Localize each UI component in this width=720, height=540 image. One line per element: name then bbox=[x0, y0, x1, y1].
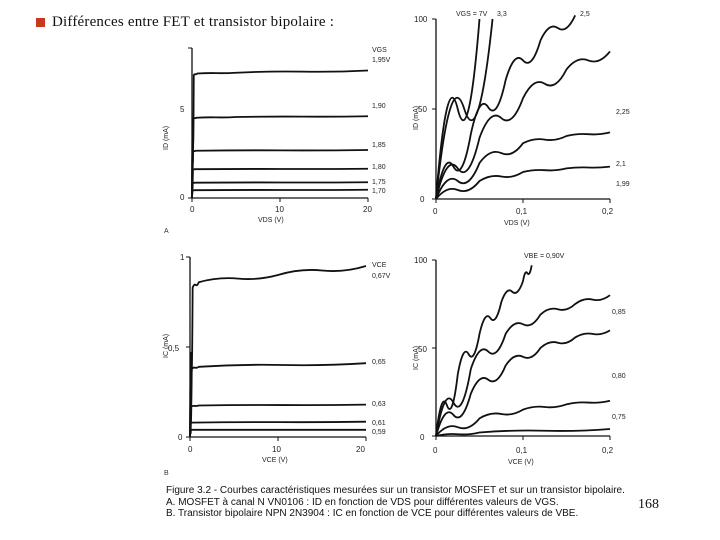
chart-b-left-xlabel: VCE (V) bbox=[262, 457, 288, 464]
chart-b-left bbox=[150, 250, 400, 468]
caption-line-3: B. Transistor bipolaire NPN 2N3904 : IC en fonction de VCE pour différentes valeurs de VBE. bbox=[166, 508, 579, 519]
y-tick-label: 5 bbox=[180, 105, 185, 114]
series-curve bbox=[190, 430, 366, 437]
chart-axes bbox=[192, 48, 368, 198]
caption-line-2: A. MOSFET à canal N VN0106 : ID en fonction de VDS pour différentes valeurs de VGS. bbox=[166, 496, 559, 508]
x-tick-label: 20 bbox=[356, 445, 365, 454]
x-tick-label: 20 bbox=[363, 205, 372, 214]
y-tick-label: 100 bbox=[414, 256, 428, 265]
y-tick-label: 0 bbox=[178, 433, 183, 442]
series-label: VGS = 7V bbox=[456, 11, 488, 18]
series-curve bbox=[436, 51, 610, 199]
x-tick-label: 0,2 bbox=[602, 446, 614, 455]
series-label: 0,59 bbox=[372, 429, 386, 436]
series-label: VCE bbox=[372, 262, 387, 269]
series-label: 1,99 bbox=[616, 181, 630, 188]
series-label: 0,85 bbox=[612, 309, 626, 316]
series-label: 0,63 bbox=[372, 401, 386, 408]
series-label: 0,80 bbox=[612, 373, 626, 380]
series-label: 3,3 bbox=[497, 11, 507, 18]
x-tick-label: 0 bbox=[433, 207, 438, 216]
x-tick-label: 10 bbox=[272, 445, 281, 454]
series-curve bbox=[192, 190, 368, 198]
figure-caption bbox=[166, 485, 625, 520]
series-curve bbox=[436, 429, 610, 436]
series-curve bbox=[436, 265, 532, 436]
series-label: 0,67V bbox=[372, 273, 391, 280]
page-number: 168 bbox=[638, 497, 659, 512]
slide-title: Différences entre FET et transistor bipolaire : bbox=[52, 14, 335, 30]
x-tick-label: 0 bbox=[190, 205, 195, 214]
series-label: 1,80 bbox=[372, 164, 386, 171]
series-label: 2,25 bbox=[616, 109, 630, 116]
chart-a-right-ylabel: ID (mA) bbox=[413, 105, 420, 130]
series-label: 1,95V bbox=[372, 57, 391, 64]
chart-b-left-ylabel: IC (mA) bbox=[163, 333, 170, 358]
y-tick-label: 0,5 bbox=[168, 344, 180, 353]
series-curve bbox=[190, 405, 366, 437]
chart-b-right-xlabel: VCE (V) bbox=[508, 459, 534, 466]
x-tick-label: 10 bbox=[275, 205, 284, 214]
chart-a-left-xlabel: VDS (V) bbox=[258, 217, 284, 224]
series-label: 2,1 bbox=[616, 161, 626, 168]
chart-axes bbox=[190, 257, 366, 437]
chart-a-left-series-labels bbox=[372, 47, 391, 195]
chart-a-left-ticks bbox=[180, 105, 372, 224]
x-tick-label: 0 bbox=[188, 445, 193, 454]
chart-a-right bbox=[400, 6, 640, 228]
series-label: VGS bbox=[372, 47, 387, 54]
y-tick-label: 0 bbox=[180, 193, 185, 202]
series-label: 2,5 bbox=[580, 11, 590, 18]
series-label: 1,70 bbox=[372, 188, 386, 195]
y-tick-label: 0 bbox=[420, 433, 425, 442]
caption-line-1: Figure 3.2 - Courbes caractéristiques mesurées sur un transistor MOSFET et sur un transistor bipolaire. bbox=[166, 485, 625, 496]
panel-a-letter: A bbox=[164, 228, 169, 235]
series-curve bbox=[192, 116, 368, 198]
series-curve bbox=[436, 330, 610, 436]
chart-a-left bbox=[150, 38, 400, 228]
x-tick-label: 0,2 bbox=[602, 207, 614, 216]
series-label: 0,75 bbox=[612, 414, 626, 421]
chart-a-left-ylabel: ID (mA) bbox=[163, 125, 170, 150]
panel-b-letter: B bbox=[164, 470, 169, 477]
y-tick-label: 50 bbox=[418, 105, 427, 114]
chart-b-left-series-labels bbox=[372, 262, 391, 436]
y-tick-label: 100 bbox=[414, 15, 428, 24]
series-label: 1,90 bbox=[372, 103, 386, 110]
series-label: 1,85 bbox=[372, 142, 386, 149]
chart-a-right-xlabel: VDS (V) bbox=[504, 220, 530, 227]
slide-title-row bbox=[36, 14, 334, 31]
y-tick-label: 1 bbox=[180, 253, 185, 262]
series-curve bbox=[190, 266, 366, 437]
bullet-square-icon bbox=[36, 18, 45, 27]
chart-b-right bbox=[400, 246, 640, 468]
x-tick-label: 0 bbox=[433, 446, 438, 455]
x-tick-label: 0,1 bbox=[516, 207, 528, 216]
series-curve bbox=[190, 363, 366, 437]
series-label: VBE = 0,90V bbox=[524, 253, 565, 260]
series-label: 1,75 bbox=[372, 179, 386, 186]
series-curve bbox=[192, 71, 368, 199]
chart-b-right-ylabel: IC (mA) bbox=[413, 345, 420, 370]
y-tick-label: 0 bbox=[420, 195, 425, 204]
series-label: 0,61 bbox=[372, 420, 386, 427]
x-tick-label: 0,1 bbox=[516, 446, 528, 455]
series-label: 0,65 bbox=[372, 359, 386, 366]
y-tick-label: 50 bbox=[418, 345, 427, 354]
